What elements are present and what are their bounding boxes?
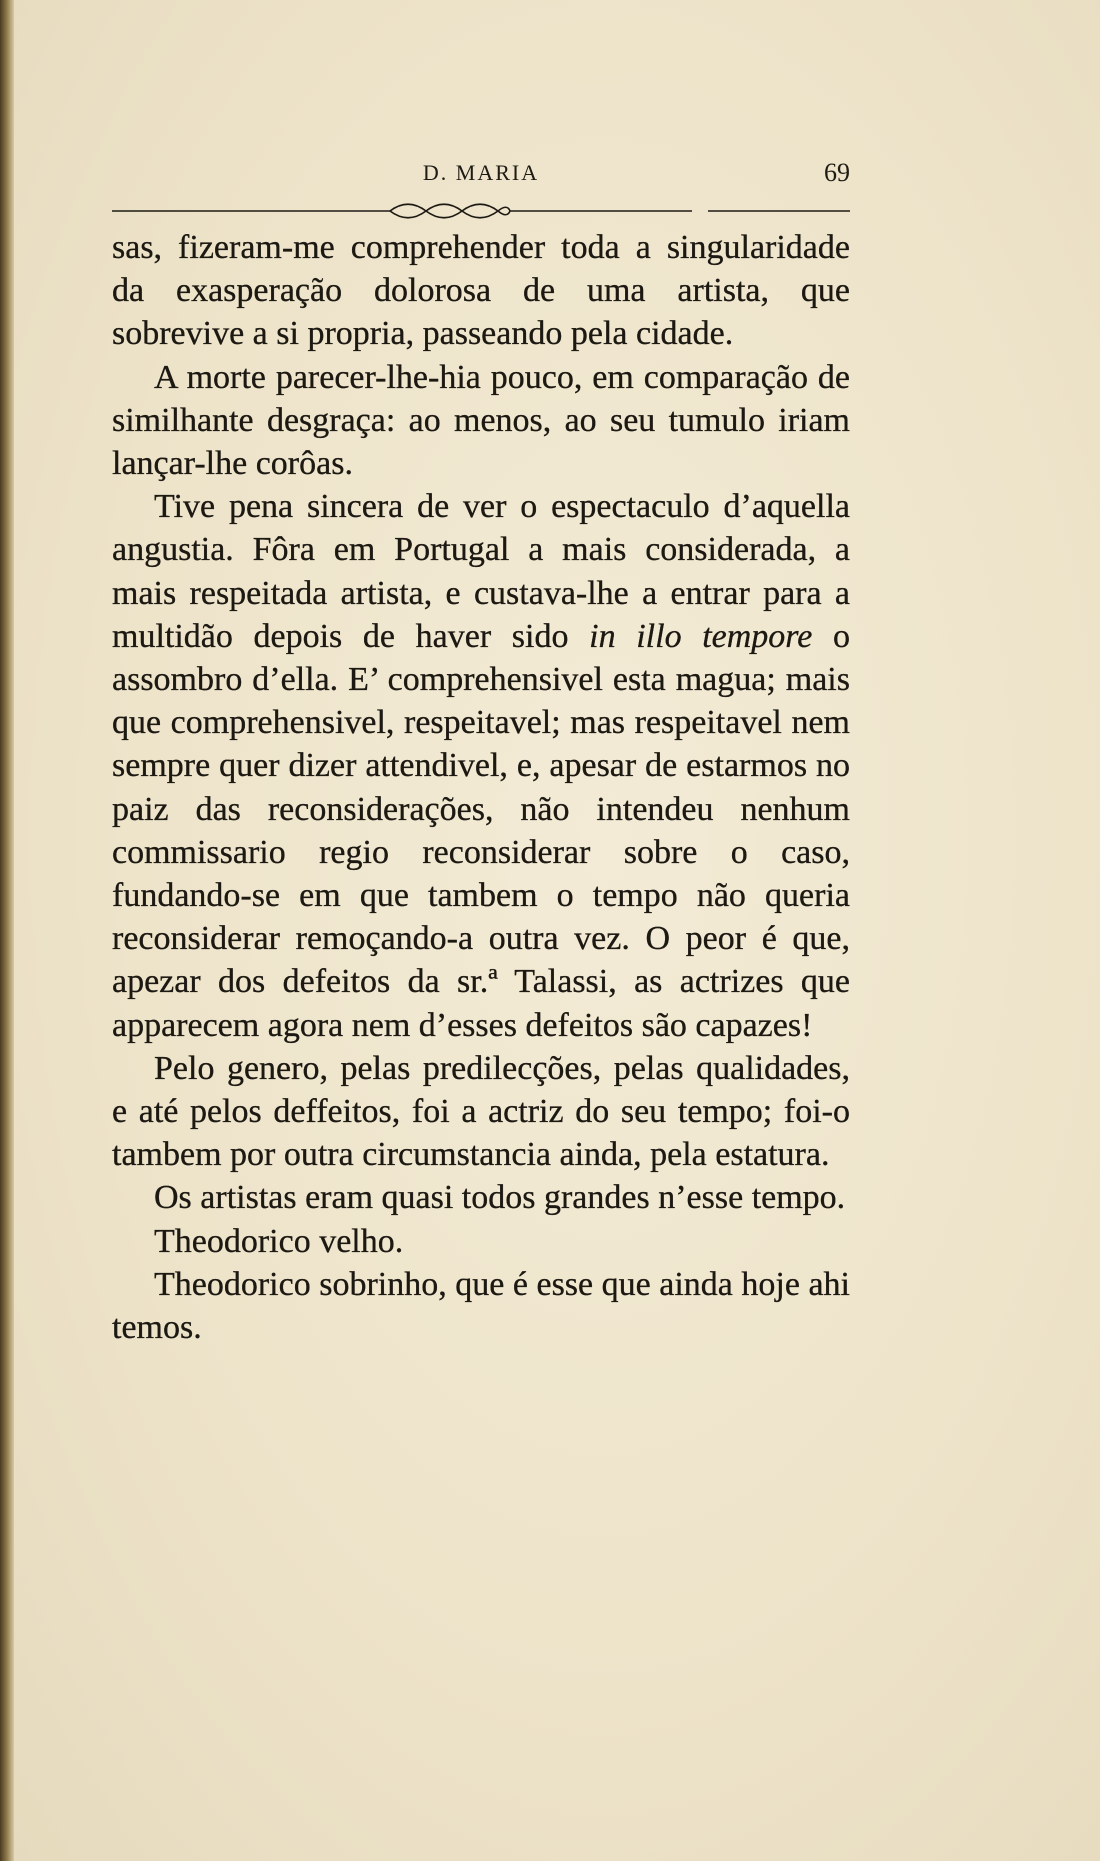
- italic-phrase: in illo tempore: [589, 617, 813, 655]
- paragraph-1: sas, fizeram-me comprehender toda a singularidade da exasperação dolorosa de uma artista, que sobrevive a si propria, passeando pela cidade.: [112, 229, 850, 353]
- paragraph-4: Pelo genero, pelas predilecções, pelas qualidades, e até pelos deffeitos, foi a actriz do seu tempo; foi-o tambem por outra circumstancia ainda, pela estatura.: [112, 1049, 850, 1174]
- paragraph-6: Theodorico velho.: [154, 1222, 404, 1260]
- page-number: 69: [824, 158, 850, 187]
- body-text: [112, 226, 850, 1349]
- paragraph-7: Theodorico sobrinho, que é esse que ainda hoje ahi temos.: [112, 1265, 850, 1347]
- page-gutter: [0, 0, 14, 1861]
- paragraph-3: [112, 485, 850, 1047]
- paragraph-2: A morte parecer-lhe-hia pouco, em comparação de similhante desgraça: ao menos, ao seu tumulo iriam lançar-lhe corôas.: [112, 358, 850, 483]
- paragraph-3-text-after: o assombro d’ella. E’ comprehensivel esta magua; mais que comprehensivel, respeitavel; mas respeitavel nem sempre quer dizer attendivel, e, apesar de estarmos no paiz das reconsiderações, não intendeu nenhum commissario regio reconsiderar sobre o caso, fundando-se em que tambem o tempo não queria reconsiderar remoçando-a outra vez. O peor é que, apezar dos defeitos da sr.ª Talassi, as actrizes que apparecem agora nem d’esses defeitos são capazes!: [112, 617, 851, 1044]
- paragraph-5: Os artistas eram quasi todos grandes n’esse tempo.: [154, 1179, 846, 1217]
- paragraph-3-text-before: Tive pena sincera de ver o espectaculo d’aquella angustia. Fôra em Portugal a mais considerada, a mais respeitada artista, e custava-lhe a entrar para a multidão depois de haver sido: [112, 488, 850, 655]
- running-title: D. MARIA: [422, 160, 540, 185]
- page-header: [112, 158, 850, 198]
